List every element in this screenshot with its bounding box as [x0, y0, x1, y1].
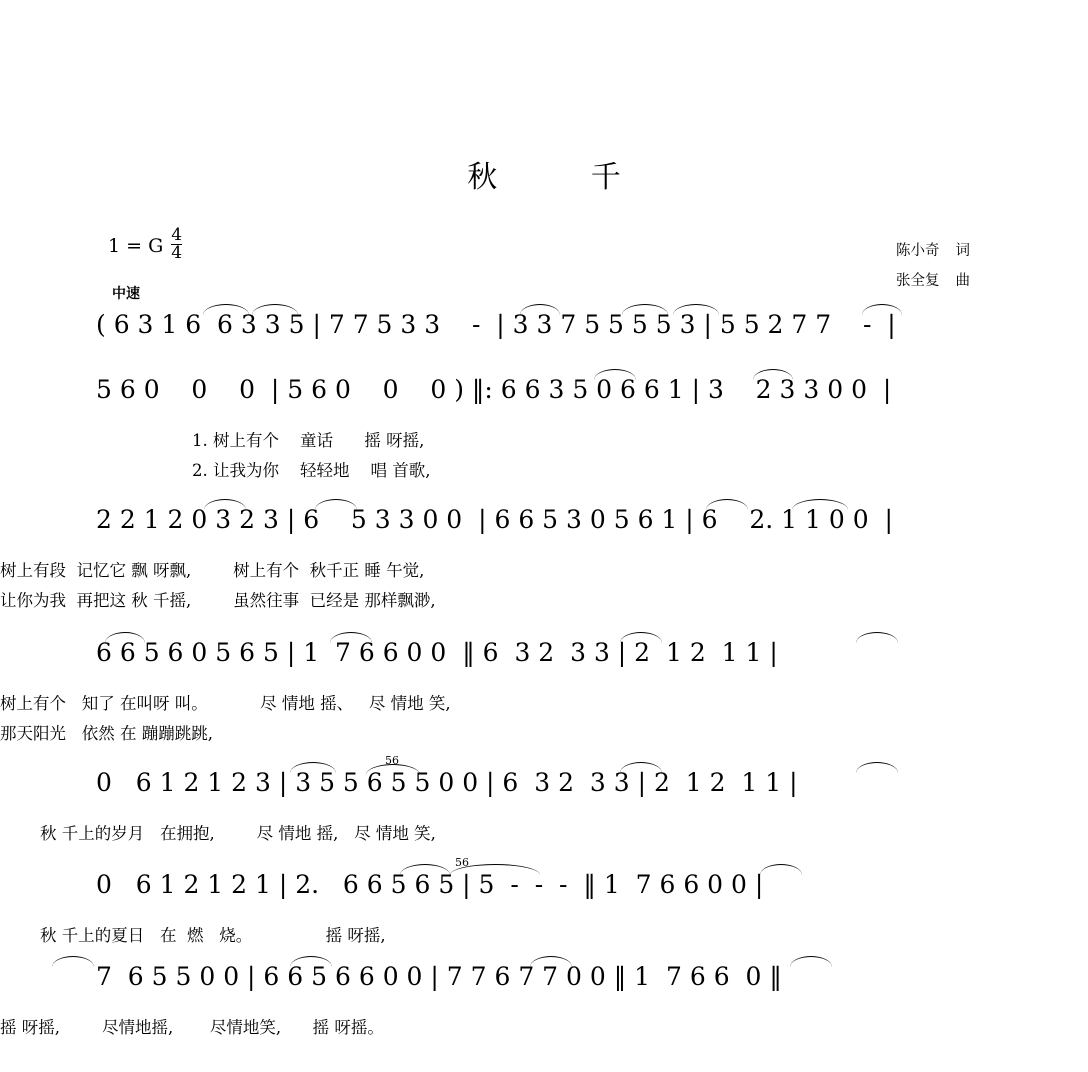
key-signature: [108, 225, 183, 263]
slur-mark: [204, 499, 246, 510]
system-2-lyrics-verse-1: 1. 树上有个 童话 摇 呀摇,: [192, 431, 425, 450]
slur-mark: [290, 762, 336, 773]
page-title: 秋 千: [467, 160, 663, 195]
music-system-2: [0, 375, 1088, 485]
slur-mark: [622, 304, 668, 315]
credit-composer-role: 曲: [955, 273, 970, 289]
time-signature-denominator: 4: [171, 243, 183, 263]
slur-mark: [620, 632, 662, 643]
music-system-7: [0, 962, 1088, 1072]
slur-mark: [856, 762, 898, 773]
slur-mark: [520, 304, 560, 315]
system-4-lyrics-verse-2: 那天阳光 依然 在 蹦蹦跳跳,: [0, 724, 213, 743]
slur-mark: [856, 632, 898, 643]
system-2-lyrics-verse-2: 2. 让我为你 轻轻地 唱 首歌,: [192, 461, 431, 480]
system-2-notes: 5 6 0 0 0 | 5 6 0 0 0 ) ‖: 6 6 3 5 0 6 6 1 | 3 2 3 3 0 0 |: [96, 375, 892, 404]
time-signature-numerator: 4: [171, 225, 183, 245]
credit-lyricist-name: 陈小奇: [896, 243, 940, 259]
slur-mark: [792, 499, 848, 510]
tuplet-mark: 56: [385, 754, 399, 767]
slur-mark: [330, 632, 372, 643]
slur-mark: [252, 304, 298, 315]
credit-composer-name: 张全复: [896, 273, 940, 289]
system-3-lyrics-verse-2: 让你为我 再把这 秋 千摇, 虽然往事 已经是 那样飘渺,: [0, 591, 436, 610]
slur-mark: [620, 762, 662, 773]
system-3-notes: 2 2 1 2 0 3 2 3 | 6 5 3 3 0 0 | 6 6 5 3 0 5 6 1 | 6 2. 1 1 0 0 |: [96, 505, 893, 534]
slur-mark: [105, 632, 145, 643]
system-4-notes: 6 6 5 6 0 5 6 5 | 1 7 6 6 0 0 ‖ 6 3 2 3 3 | 2 1 2 1 1 |: [96, 638, 778, 667]
tempo-marking: 中速: [112, 286, 140, 302]
credits: [896, 236, 970, 296]
tuplet-mark: 56: [455, 856, 469, 869]
system-4-lyrics-verse-1: 树上有个 知了 在叫呀 叫。 尽 情地 摇、 尽 情地 笑,: [0, 694, 451, 713]
music-system-3: [0, 505, 1088, 615]
music-system-5: [0, 754, 1088, 878]
credit-lyricist: [896, 236, 970, 266]
slur-mark: [366, 764, 420, 775]
slur-mark: [203, 304, 249, 315]
key-signature-text: 1 = G: [108, 234, 164, 257]
slur-mark: [673, 304, 719, 315]
slur-mark: [315, 499, 357, 510]
system-1-notes: ( 6 3 1 6 6 3 3 5 | 7 7 5 3 3 - | 3 3 7 5 5 5 5 3 | 5 5 2 7 7 - |: [96, 310, 896, 339]
system-6-lyrics-verse-1: 秋 千上的夏日 在 燃 烧。 摇 呀摇,: [40, 926, 386, 945]
music-system-4: [0, 638, 1088, 748]
system-6-notes: 0 6 1 2 1 2 1 | 2. 6 6 5 6 5 | 5 - - - ‖ 1 7 6 6 0 0 |: [96, 870, 764, 899]
credit-composer: [896, 266, 970, 296]
system-7-lyrics-verse-1: 摇 呀摇, 尽情地摇, 尽情地笑, 摇 呀摇。: [0, 1018, 384, 1037]
time-signature: [171, 227, 182, 262]
system-5-notes: 0 6 1 2 1 2 3 | 3 5 5 6 5 5 0 0 | 6 3 2 3 3 | 2 1 2 1 1 |: [96, 768, 798, 797]
credit-lyricist-role: 词: [955, 243, 970, 259]
system-3-lyrics-verse-1: 树上有段 记忆它 飘 呀飘, 树上有个 秋千正 睡 午觉,: [0, 561, 425, 580]
system-7-notes: 7 6 5 5 0 0 | 6 6 5 6 6 0 0 | 7 7 6 7 7 0 0 ‖ 1 7 6 6 0 ‖: [96, 962, 782, 991]
system-5-lyrics-verse-1: 秋 千上的岁月 在拥抱, 尽 情地 摇, 尽 情地 笑,: [40, 824, 436, 843]
slur-mark: [862, 304, 902, 315]
slur-mark: [706, 499, 748, 510]
